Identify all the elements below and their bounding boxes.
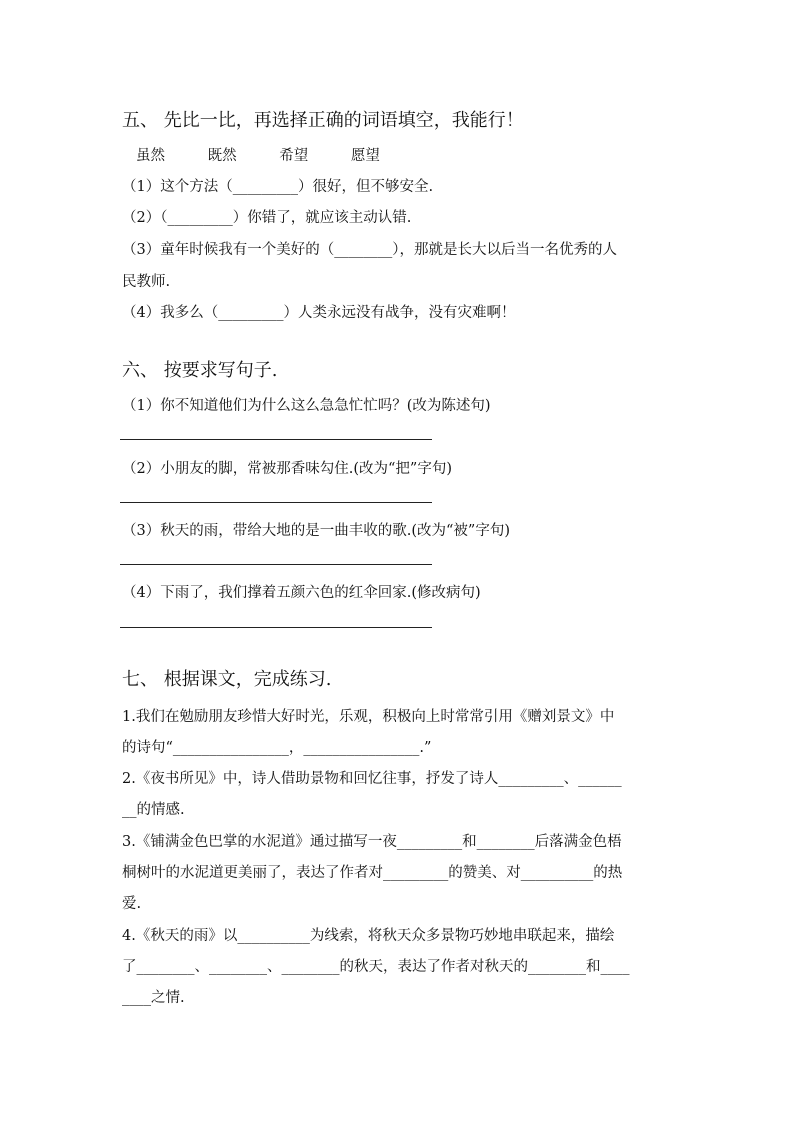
section5-item-3-cont: 民教师. [122, 274, 171, 290]
section7-line: ____之情. [122, 990, 185, 1006]
word-bank-item: 希望 [279, 148, 309, 164]
word-bank-item: 虽然 [136, 148, 165, 164]
section7-line: 桐树叶的水泥道更美丽了，表达了作者对_________的赞美、对__________的热 [122, 865, 623, 881]
word-bank [136, 144, 418, 165]
answer-line [120, 627, 432, 628]
section7-line: 1.我们在勉励朋友珍惜大好时光，乐观，积极向上时常常引用《赠刘景文》中 [122, 709, 615, 725]
section5-heading: 五、 先比一比，再选择正确的词语填空，我能行！ [122, 110, 524, 131]
section7-heading: 七、 根据课文，完成练习. [122, 669, 332, 690]
section7-line: 2.《夜书所见》中，诗人借助景物和回忆往事，抒发了诗人_________、______ [122, 771, 622, 787]
section5-item-3: （3）童年时候我有一个美好的（________），那就是长大以后当一名优秀的人 [122, 242, 617, 258]
section7-line: 4.《秋天的雨》以__________为线索，将秋天众多景物巧妙地串联起来，描绘 [122, 928, 615, 944]
answer-line [120, 439, 432, 440]
answer-line [120, 502, 432, 503]
section7-line: 爱. [122, 896, 142, 912]
section5-item-1: （1）这个方法（_________）很好，但不够安全. [122, 179, 434, 195]
section6-item-3: （3）秋天的雨，带给大地的是一曲丰收的歌.(改为“被”字句) [122, 523, 510, 539]
word-bank-item: 愿望 [350, 148, 380, 164]
answer-line [120, 564, 432, 565]
section6-item-2: （2）小朋友的脚，常被那香味勾住.(改为“把”字句) [122, 461, 452, 477]
section6-item-1: （1）你不知道他们为什么这么急急忙忙吗？(改为陈述句) [122, 398, 491, 414]
section5-item-4: （4）我多么（_________）人类永远没有战争，没有灾难啊！ [122, 305, 516, 321]
section5-item-2: （2）（_________）你错了，就应该主动认错. [122, 210, 412, 226]
section7-line: __的情感. [122, 802, 185, 818]
section6-heading: 六、 按要求写句子. [122, 360, 278, 381]
section7-line: 了________、________、________的秋天，表达了作者对秋天的________和____ [122, 959, 630, 975]
word-bank-item: 既然 [207, 148, 237, 164]
section7-line: 的诗句“________________，________________.” [122, 740, 432, 756]
section6-item-4: （4）下雨了，我们撑着五颜六色的红伞回家.(修改病句) [122, 585, 481, 601]
section7-line: 3.《铺满金色巴掌的水泥道》通过描写一夜_________和________后落满金色梧 [122, 834, 622, 850]
